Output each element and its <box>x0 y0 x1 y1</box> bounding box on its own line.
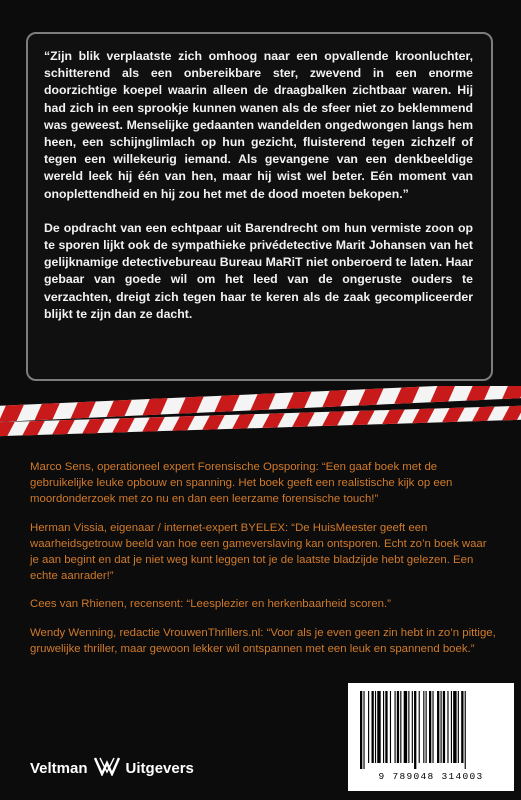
publisher-name-right: Uitgevers <box>125 759 194 777</box>
excerpt-box <box>26 32 493 381</box>
review-list <box>30 459 498 669</box>
review-item: Wendy Wenning, redactie VrouwenThrillers.nl: “Voor als je even geen zin hebt in zo’n pittige, gruwelijke thriller, maar gewoon lekker wil ontspannen met een leuk en spannend boek.” <box>30 626 496 655</box>
police-tape-graphic <box>0 386 521 444</box>
review-item: Marco Sens, operationeel expert Forensische Opsporing: “Een gaaf boek met de gebruikelijke leuke opbouw en spanning. Het boek geeft een realistische kijk op een moordonderzoek met zo nu en dan een leerzame forensische touch!” <box>30 461 453 506</box>
review-item: Herman Vissia, eigenaar / internet-expert BYELEX: “De HuisMeester geeft een waarheidsgetrouw beeld van hoe een gameverslaving kan ontsporen. Echt zo’n boek waar je aan begint en dat je niet weg kunt leggen tot je de laatste bladzijde hebt gelezen. Een echte aanrader!” <box>30 521 487 583</box>
isbn-number: 9 789048 314003 <box>378 771 484 782</box>
isbn-barcode <box>348 683 514 791</box>
excerpt-quote: “Zijn blik verplaatste zich omhoog naar een opvallende kroonluchter, schitterend als een onbereikbare ster, zwevend in een enorme doorzichtige koepel waarin alleen de draagbalken zichtbaar waren. Hij had zich in een sprookje kunnen wanen als de sfeer niet zo beklemmend was geweest. Menselijke gedaanten wandelden ongedwongen langs hem heen, een schijnglimlach op hun gezicht, fluisterend tegen zichzelf of tegen een willekeurig iemand. Als gevangene van een denkbeeldige wereld leek hij één van hen, maar hij wist wel beter. Eén moment van onoplettendheid en hij zou het met de dood moeten bekopen.” <box>44 49 473 201</box>
publisher-imprint <box>30 756 194 780</box>
publisher-name-left: Veltman <box>30 759 88 777</box>
synopsis-text: De opdracht van een echtpaar uit Barendrecht om hun vermiste zoon op te sporen lijkt ook de sympathieke privédetective Marit Johansen van het gelijknamige detectivebureau Bureau MaRiT niet onberoerd te laten. Haar gebaar van goede wil om het leed van de ongeruste ouders te verzachten, dreigt zich tegen haar te keren als de zaak gecompliceerder blijkt te zijn dan ze dacht. <box>44 220 473 321</box>
barcode-bars <box>358 691 504 769</box>
vv-logo-icon <box>94 756 120 780</box>
review-item: Cees van Rhienen, recensent: “Leesplezier en herkenbaarheid scoren.” <box>30 598 391 611</box>
